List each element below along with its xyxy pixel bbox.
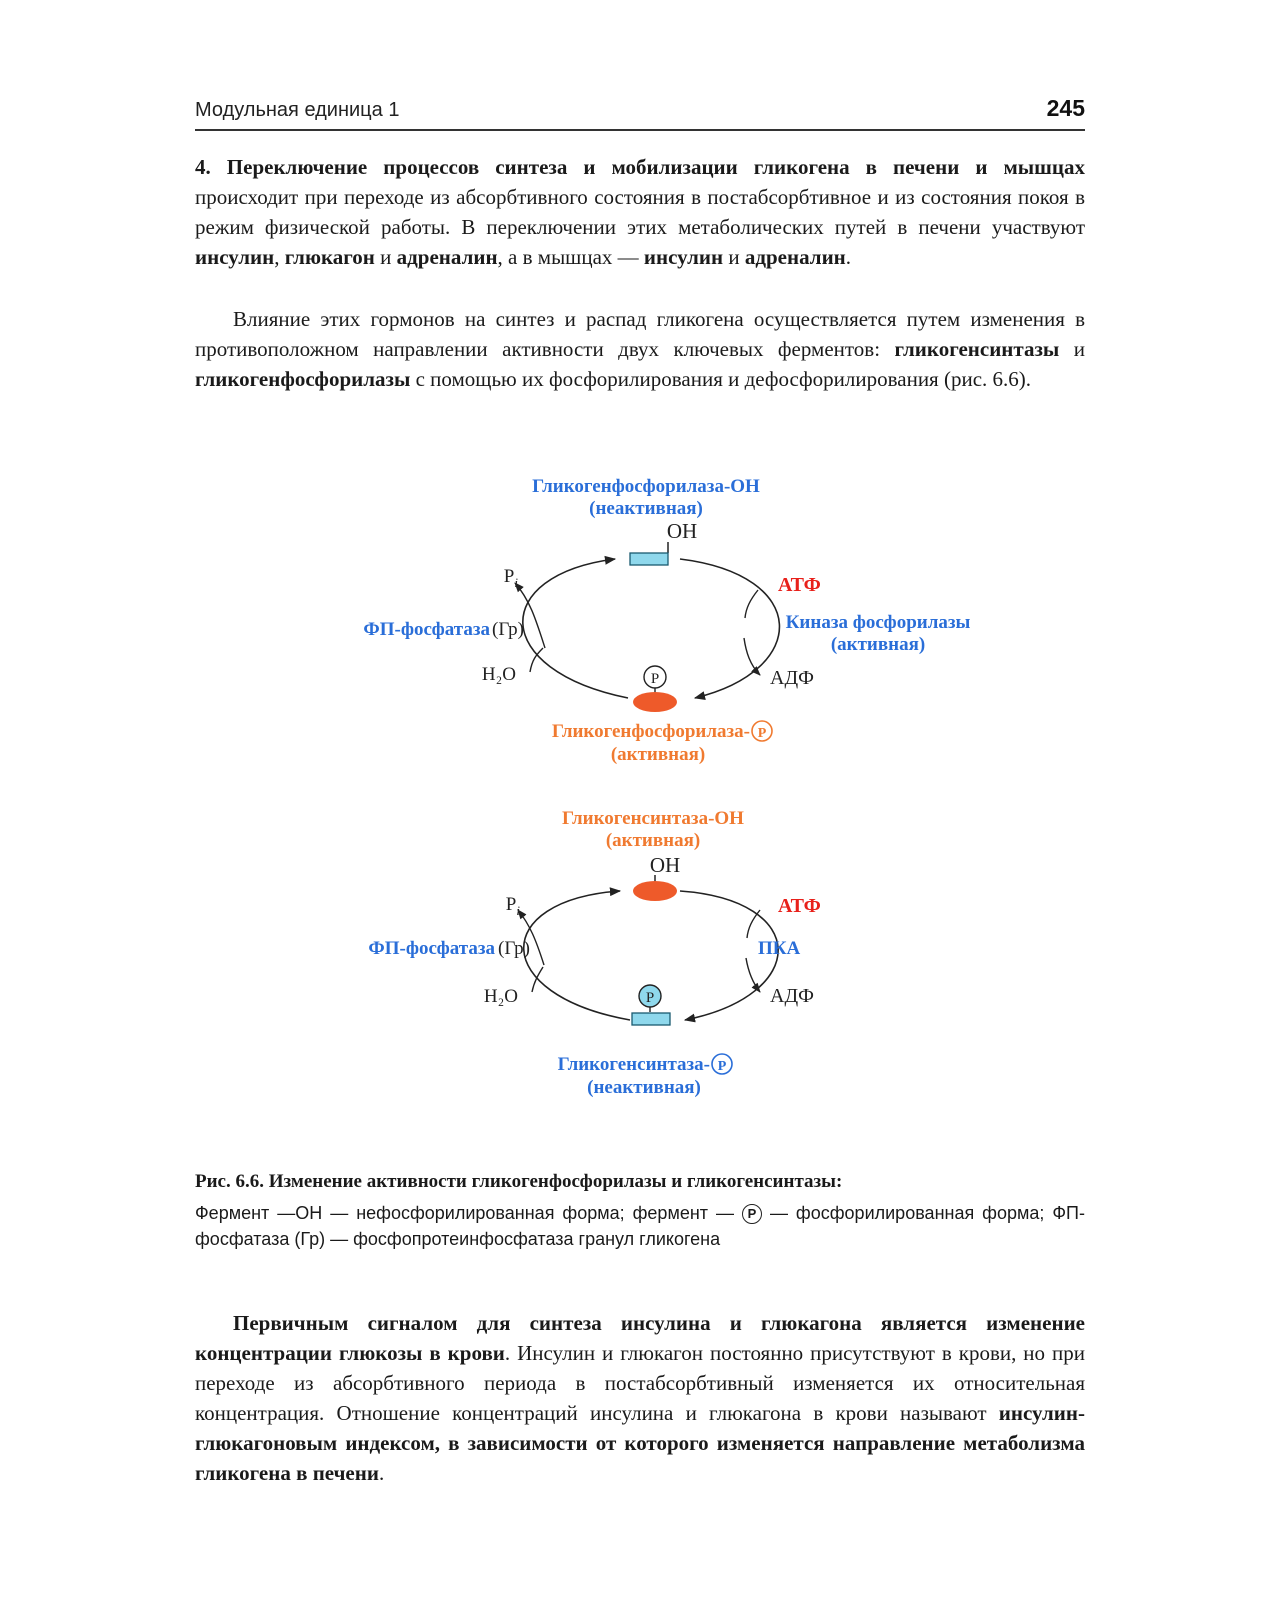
phosphorylase-kinase-state: (активная) bbox=[830, 634, 926, 655]
phosphorylase-oh-title: Гликогенфосфорилаза-ОН bbox=[532, 476, 760, 497]
caption-text-part: Фермент —ОН — нефосфорилированная форма; фермент — bbox=[195, 1203, 742, 1223]
phosphorylase-p-title: Гликогенфосфорилаза- bbox=[551, 721, 750, 742]
synthase-oh-title: Гликогенсинтаза-ОН bbox=[562, 808, 744, 829]
phosphate-p-label: P bbox=[757, 726, 767, 741]
adp-label: АДФ bbox=[770, 985, 814, 1007]
fp-phosphatase-label: ФП-фосфатаза bbox=[363, 619, 490, 640]
body-text: Влияние этих гормонов на синтез и распад гликогена осуществляется путем изменения в противоположном направлении активности двух ключевых ферментов: bbox=[195, 307, 1085, 361]
bold-text: адреналин bbox=[744, 245, 846, 269]
adp-release-arrow bbox=[746, 958, 760, 992]
figure-caption bbox=[195, 1168, 1085, 1252]
adp-label: АДФ bbox=[770, 667, 814, 689]
inactive-enzyme-rect-icon bbox=[632, 1013, 670, 1025]
body-text: . Инсулин и глюкагон постоянно присутствуют в крови, но при переходе из абсорбтивного периода в постабсорбтивный изменяется их относительная концентрация. Отношение концентраций инсулина и глюкагона в крови называют bbox=[195, 1341, 1085, 1425]
caption-text-part: — фосфорилированная форма; ФП-фосфатаза (Гр) — фосфопротеинфосфатаза гранул гликогена bbox=[195, 1203, 1085, 1249]
body-text: и bbox=[374, 245, 397, 269]
pi-label: $P_i$ bbox=[503, 566, 518, 590]
bold-text: Первичным сигналом для синтеза инсулина и глюкагона является изменение концентрации глюкозы в крови bbox=[195, 1311, 1085, 1365]
h2o-label: H₂O bbox=[481, 664, 516, 685]
dephosphorylation-arrow bbox=[524, 891, 630, 1020]
paragraph-hormone-influence bbox=[195, 304, 1085, 394]
body-text: . bbox=[378, 1461, 385, 1485]
page-number: 245 bbox=[1046, 95, 1085, 121]
synthase-p-state: (неактивная) bbox=[587, 1077, 701, 1098]
synthase-oh-state: (активная) bbox=[605, 830, 701, 851]
running-title: Модульная единица 1 bbox=[195, 99, 400, 121]
phosphorylase-kinase-label: Киназа фосфорилазы bbox=[785, 612, 971, 633]
body-text: происходит при переходе из абсорбтивного состояния в постабсорбтивное и из состояния покоя в режим физической работы. В переключении этих метаболических путей в печени участвуют bbox=[195, 185, 1085, 239]
paragraph-glycogen-switching bbox=[195, 152, 1085, 272]
atp-input-line bbox=[745, 590, 758, 618]
synthase-cycle bbox=[368, 808, 820, 1098]
enzyme-cycle-diagram bbox=[340, 470, 1020, 1110]
bold-text: гликогенфосфорилазы bbox=[195, 367, 411, 391]
phosphorylation-arrow bbox=[680, 559, 779, 698]
body-text: , а в мышцах — bbox=[497, 245, 644, 269]
bold-text: инсулин-глюкагоновым индексом, в зависимости от которого изменяется направление метаболизма гликогена в печени bbox=[195, 1401, 1085, 1485]
bold-text: инсулин bbox=[195, 245, 275, 269]
phosphate-p-label: P bbox=[650, 671, 660, 687]
bold-text: гликогенсинтазы bbox=[894, 337, 1060, 361]
oh-label: ОН bbox=[666, 519, 698, 543]
pi-label: $P_i$ bbox=[505, 894, 520, 918]
figure-6-6-diagram bbox=[340, 470, 1020, 1115]
phosphorylase-oh-state: (неактивная) bbox=[589, 498, 703, 519]
paragraph-primary-signal bbox=[195, 1308, 1085, 1488]
synthase-p-title: Гликогенсинтаза- bbox=[557, 1054, 710, 1075]
oh-label: ОН bbox=[649, 853, 681, 877]
body-text: и bbox=[1059, 337, 1085, 361]
body-text: и bbox=[723, 245, 745, 269]
bold-text: 4. Переключение процессов синтеза и мобилизации гликогена в печени и мышцах bbox=[195, 155, 1085, 179]
page-header bbox=[195, 95, 1085, 131]
body-text: , bbox=[274, 245, 285, 269]
h2o-label: H₂O bbox=[483, 986, 518, 1007]
body-text: с помощью их фосфорилирования и дефосфорилирования (рис. 6.6). bbox=[410, 367, 1032, 391]
bold-text: инсулин bbox=[643, 245, 724, 269]
fp-phosphatase-label: ФП-фосфатаза bbox=[368, 938, 495, 959]
active-enzyme-ellipse-icon bbox=[633, 692, 677, 712]
phosphorylase-p-state: (активная) bbox=[610, 744, 706, 765]
body-text: . bbox=[845, 245, 852, 269]
bold-text: адреналин bbox=[396, 245, 498, 269]
active-enzyme-ellipse-icon bbox=[633, 881, 677, 901]
fp-phosphatase-suffix: (Гр) bbox=[498, 938, 530, 959]
phosphorylase-cycle bbox=[363, 476, 970, 765]
caption-text bbox=[195, 1200, 1085, 1252]
inactive-enzyme-rect-icon bbox=[630, 553, 668, 565]
phosphate-p-label: P bbox=[645, 990, 655, 1006]
phosphate-symbol-icon: P bbox=[742, 1204, 762, 1224]
bold-text: глюкагон bbox=[284, 245, 375, 269]
atp-label: АТФ bbox=[778, 574, 821, 596]
fp-phosphatase-suffix: (Гр) bbox=[492, 619, 524, 640]
pka-label: ПКА bbox=[758, 938, 801, 959]
atp-label: АТФ bbox=[778, 895, 821, 917]
phosphate-p-label: P bbox=[717, 1059, 727, 1074]
caption-title: Рис. 6.6. Изменение активности гликогенфосфорилазы и гликогенсинтазы: bbox=[195, 1171, 843, 1192]
